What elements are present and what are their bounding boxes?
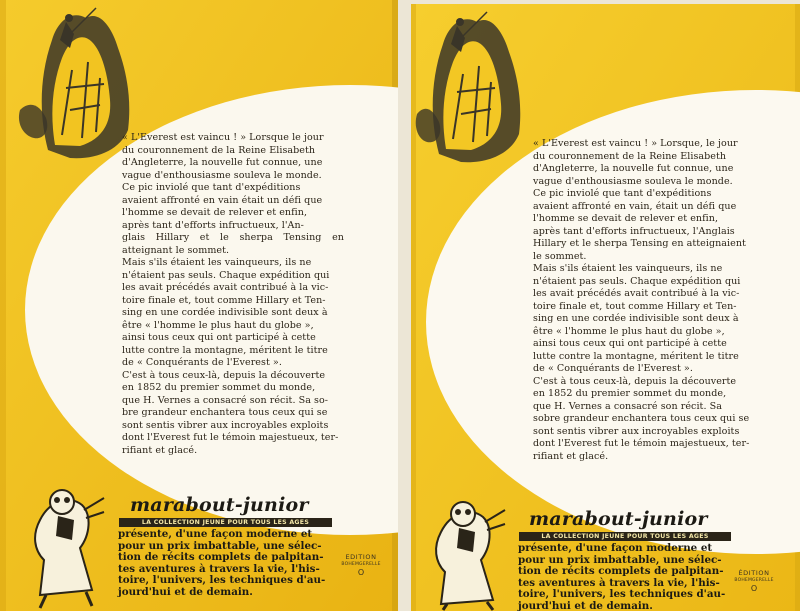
publisher-logo-icon: O (750, 584, 758, 593)
publisher-logo-icon: O (357, 568, 365, 577)
publisher-line-1: ÉDITION (738, 569, 770, 577)
back-cover-blurb: « L'Everest est vaincu ! » Lorsque le jour du couronnement de la Reine Elisabeth d'Angleterre, la nouvelle fut connue, une vague d'enthousiasme souleva le monde. Ce pic inviolé que tant d'expéditions avaient affronté en vain était un défi que l'homme se devait de relever et enfin, après tant d'efforts infructueux, l'An- glais Hillary et le sherpa Tensing en atteignant le sommet. Mais s'ils étaient les vainqueurs, ils ne n'étaient pas seuls. Chaque expédition qui les avait précédés avait contribué à la vic- toire finale et, tout comme Hillary et Ten- sing en une cordée indivisible sont deux à être « l'homme le plus haut du globe », ainsi tous ceux qui ont participé à cette lutte contre la montagne, méritent le titre de « Conquérants de l'Everest ». C'est à tous ceux-là, depuis la découverte en 1852 du premier sommet du monde, que H. Vernes a consacré son récit. Sa so- bre grandeur enchantera tous ceux qui se sont sentis vibrer aux incroyables exploits dont l'Everest fut le témoin majestueux, ter- rifiant et glacé. (122, 132, 344, 456)
book-cover-left (0, 0, 398, 611)
publisher-line-1: EDITION (345, 553, 377, 561)
publisher-line-2: BOHEMGERELLE (734, 578, 774, 583)
series-tagline: LA COLLECTION JEUNE POUR TOUS LES AGES (119, 518, 332, 527)
publisher-mark (733, 569, 775, 593)
publisher-mark (340, 553, 382, 577)
back-cover-blurb: « L'Everest est vaincu ! » Lorsque, le jour du couronnement de la Reine Elisabeth d'Angleterre, la nouvelle fut connue, une vague d'enthousiasme souleva le monde. Ce pic inviolé que tant d'expéditions avaient affronté en vain, était un défi que l'homme se devait de relever et enfin, après tant d'efforts infructueux, l'Anglais Hillary et le sherpa Tensing en atteignaient le sommet. Mais s'ils étaient les vainqueurs, ils ne n'étaient pas seuls. Chaque expédition qui les avait précédés avait contribué à la vic- toire finale et, tout comme Hillary et Ten- sing en une cordée indivisible sont deux à être « l'homme le plus haut du globe », ainsi tous ceux qui ont participé à cette lutte contre la montagne, méritent le titre de « Conquérants de l'Everest ». C'est à tous ceux-là, depuis la découverte en 1852 du premier sommet du monde, que H. Vernes a consacré son récit. Sa sobre grandeur enchantera tous ceux qui se sont sentis vibrer aux incroyables exploits dont l'Everest fut le témoin majestueux, ter- rifiant et glacé. (533, 138, 750, 462)
book-cover-right (411, 4, 800, 611)
series-brand-title: marabout-junior (130, 494, 309, 516)
series-promo-text: présente, d'une façon moderne et pour un prix imbattable, une sélec- tion de récits complets de palpitan- tes aventures à travers la vie, l'his- toire, l'univers, les techniques d'au- jourd'hui et de demain. (118, 528, 326, 598)
series-tagline: LA COLLECTION JEUNE POUR TOUS LES AGES (519, 532, 731, 541)
publisher-line-2: BOHEMGERELLE (341, 562, 381, 567)
series-promo-text: présente, d'une façon moderne et pour un prix imbattable, une sélec- tion de récits complets de palpitan- tes aventures à travers la vie, l'his- toire, l'univers, les techniques d'au- jourd'hui et de demain. (518, 542, 726, 611)
series-brand-title: marabout-junior (529, 508, 708, 530)
